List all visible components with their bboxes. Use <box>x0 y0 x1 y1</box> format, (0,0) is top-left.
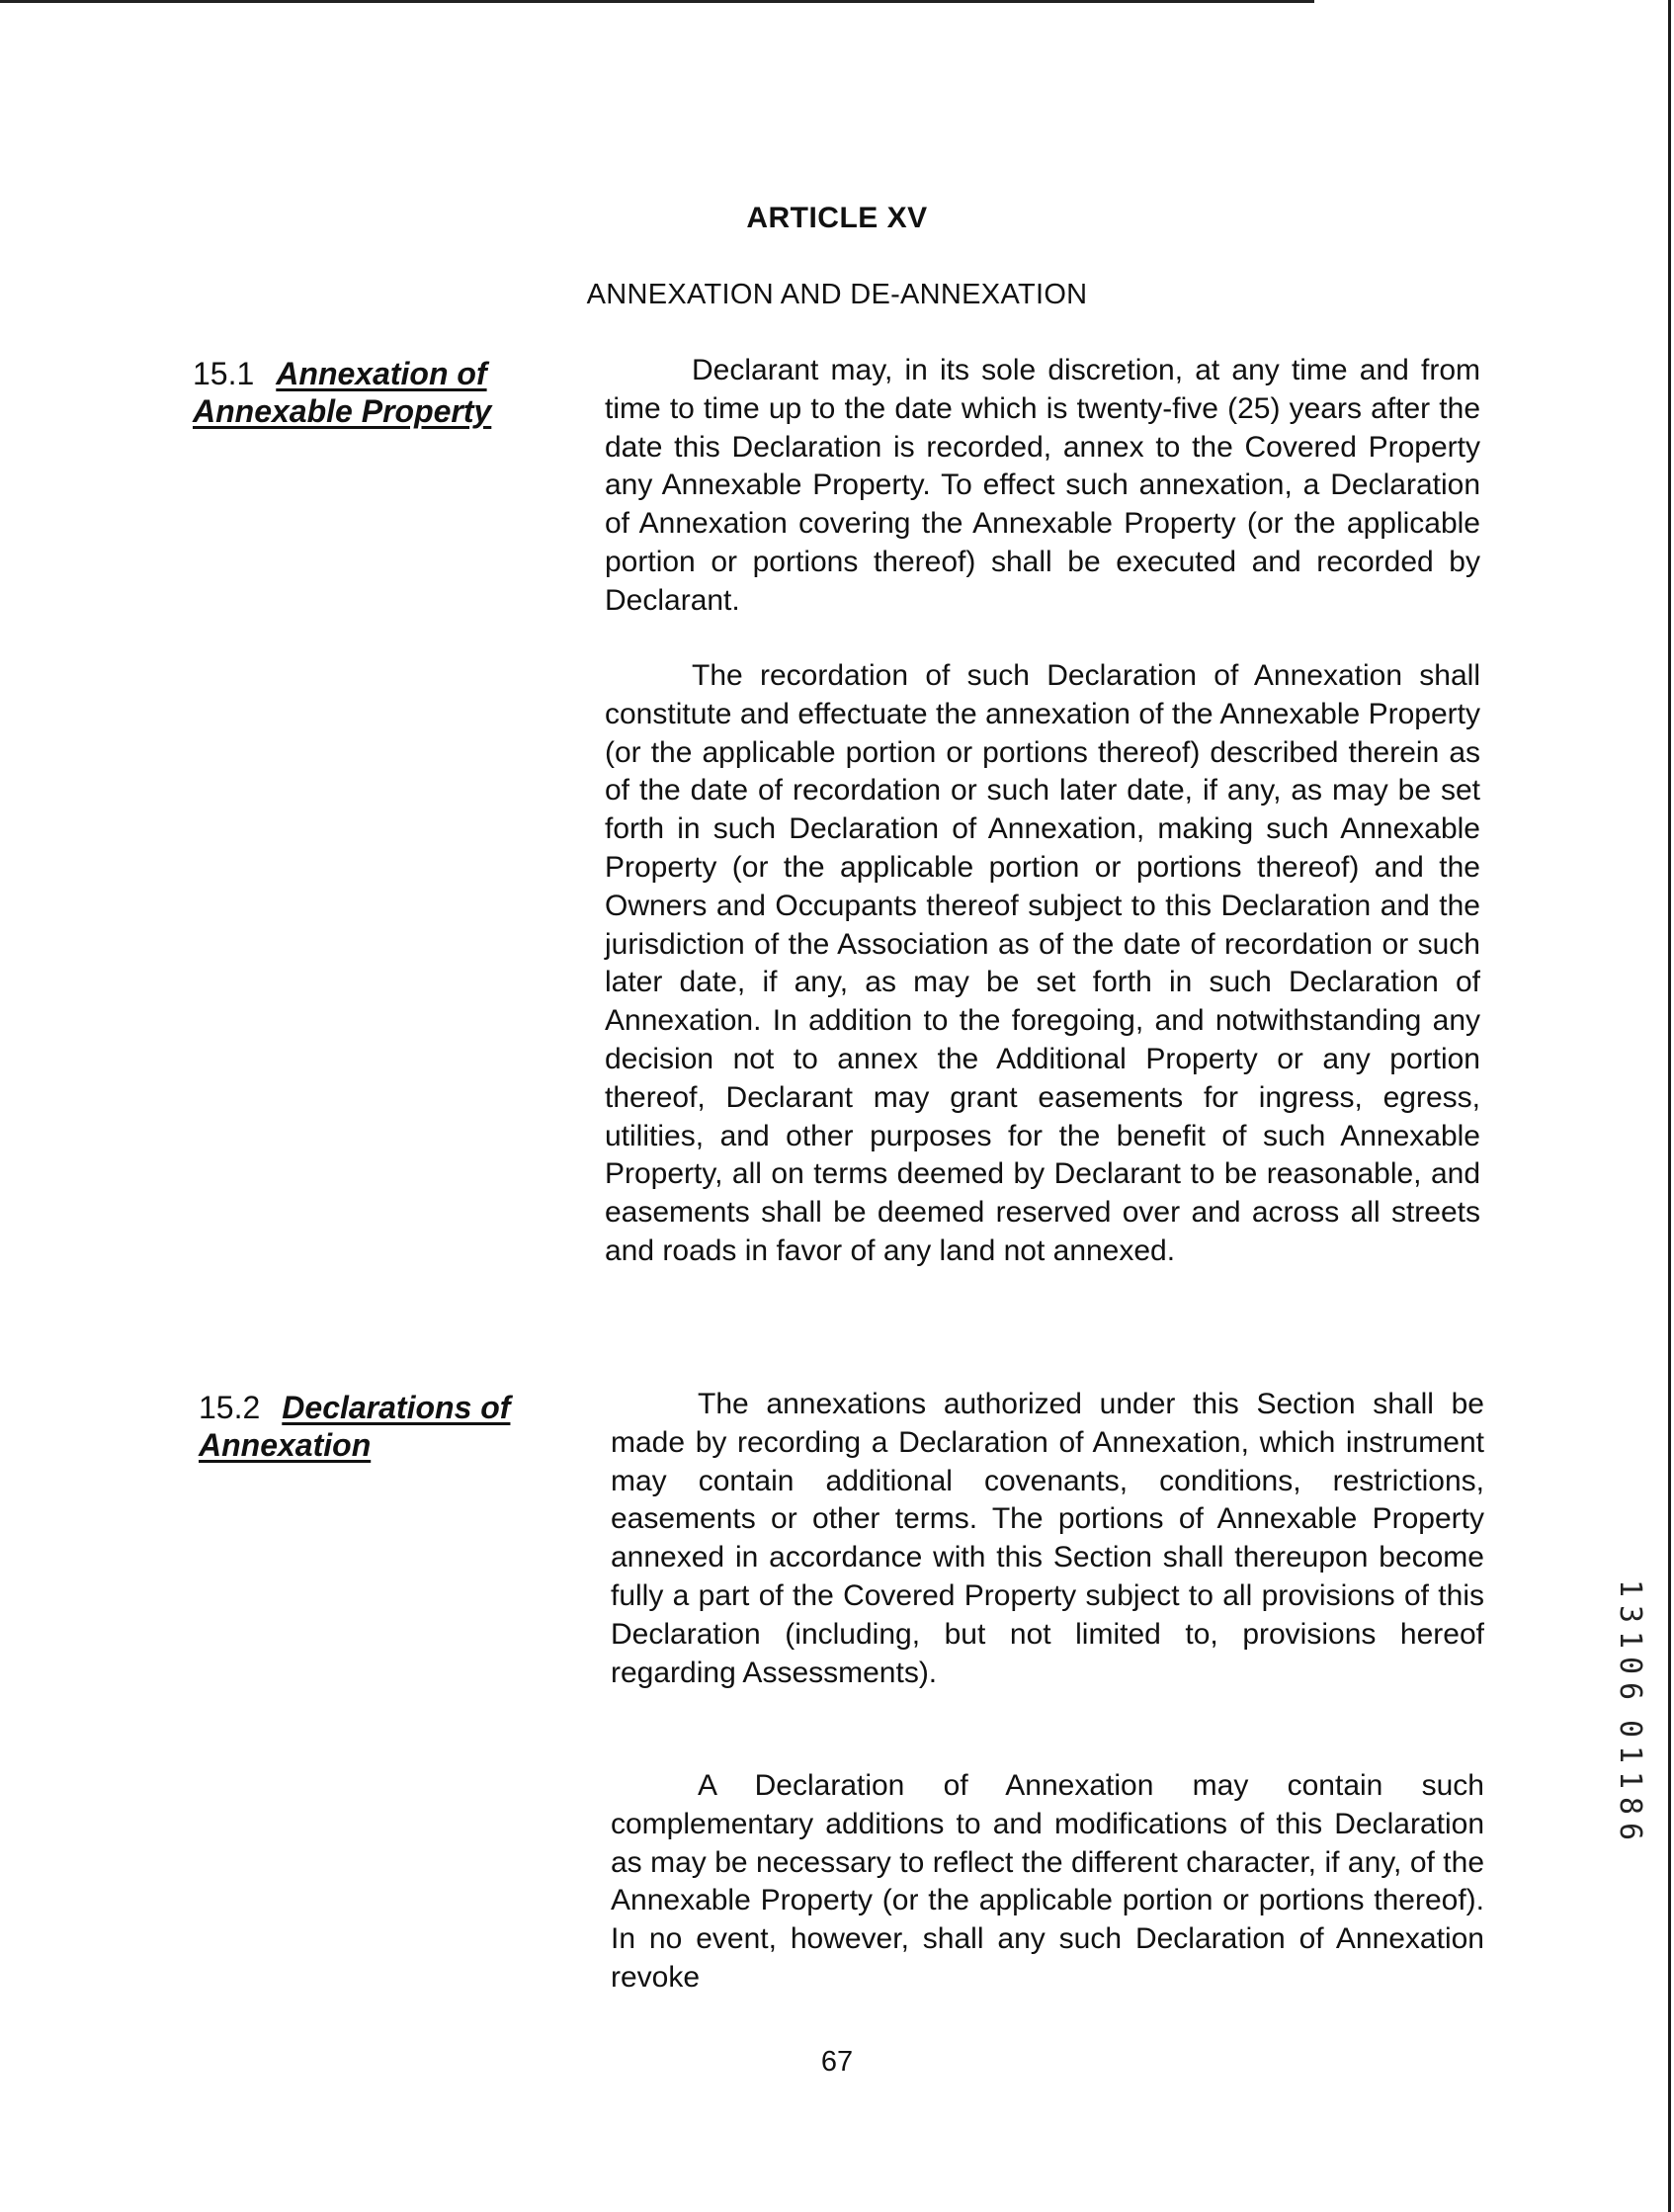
article-subtitle: ANNEXATION AND DE-ANNEXATION <box>586 279 1088 310</box>
stamp-digit: 3 <box>1613 1605 1647 1624</box>
section-title-line2: Annexation <box>199 1427 372 1463</box>
section-15-1-paragraph-2: The recordation of such Declaration of Annexation shall constitute and effectuate the annexation of the Annexable Property (or the applicable portion or portions thereof) described therein as of the date of recordation or such later date, if any, as may be set forth in such Declaration of Annexation, making such Annexable Property (or the applicable portion or portions thereof) and the Owners and Occupants thereof subject to this Declaration and the jurisdiction of the Association as of the date of recordation or such later date, if any, as may be set forth in such Declaration of Annexation. In addition to the foregoing, and notwithstanding any decision not to annex the Additional Property or any portion thereof, Declarant may grant easements for ingress, egress, utilities, and other purposes for the benefit of such Annexable Property, all on terms deemed by Declarant to be reasonable, and easements shall be deemed reserved over and across all streets and roads in favor of any land not annexed. <box>605 659 1480 1267</box>
section-title-line1: Declarations of <box>282 1390 511 1425</box>
article-title: ARTICLE XV <box>746 202 928 234</box>
stamp-digit: 1 <box>1613 1745 1647 1764</box>
section-15-1-paragraph-1: Declarant may, in its sole discretion, at any time and from time to time up to the date which is twenty-five (25) years after the date this Declaration is recorded, annex to the Covered Property any Annexable Property. To effect such annexation, a Declaration of Annexation covering the Annexable Property (or the applicable portion or portions thereof) shall be executed and recorded by Declarant. <box>605 354 1480 617</box>
page-number: 67 <box>820 2046 854 2078</box>
stamp-digit: 8 <box>1613 1797 1647 1816</box>
section-15-2-heading <box>199 1389 574 1464</box>
section-15-2-paragraph-1: The annexations authorized under this Section shall be made by recording a Declaration of Annexation, which instrument may contain additional covenants, conditions, restrictions, easements or other terms. The portions of Annexable Property annexed in accordance with this Section shall thereupon become fully a part of the Covered Property subject to all provisions of this Declaration (including, but not limited to, provisions hereof regarding Assessments). <box>611 1388 1484 1689</box>
stamp-digit: 0 <box>1613 1720 1647 1739</box>
section-title-line2: Annexable Property <box>193 393 492 429</box>
margin-recording-stamp <box>1609 1572 1648 1848</box>
section-number: 15.1 <box>193 356 255 391</box>
top-scan-rule <box>0 0 1314 3</box>
section-15-2-paragraph-2: A Declaration of Annexation may contain such complementary additions to and modifications of this Declaration as may be necessary to reflect the different character, if any, of the Annexable Property (or the applicable portion or portions thereof). In no event, however, shall any such Declaration of Annexation revoke <box>611 1769 1484 1994</box>
right-scan-edge <box>1668 0 1671 2212</box>
section-15-1-heading <box>193 355 568 430</box>
section-title-line1: Annexation of <box>276 356 487 391</box>
stamp-digit: 6 <box>1613 1682 1647 1701</box>
stamp-digit: 1 <box>1613 1579 1647 1598</box>
stamp-digit: 1 <box>1613 1771 1647 1790</box>
stamp-digit: 0 <box>1613 1657 1647 1675</box>
stamp-digit: 1 <box>1613 1631 1647 1650</box>
stamp-digit: 6 <box>1613 1823 1647 1841</box>
section-number: 15.2 <box>199 1390 261 1425</box>
